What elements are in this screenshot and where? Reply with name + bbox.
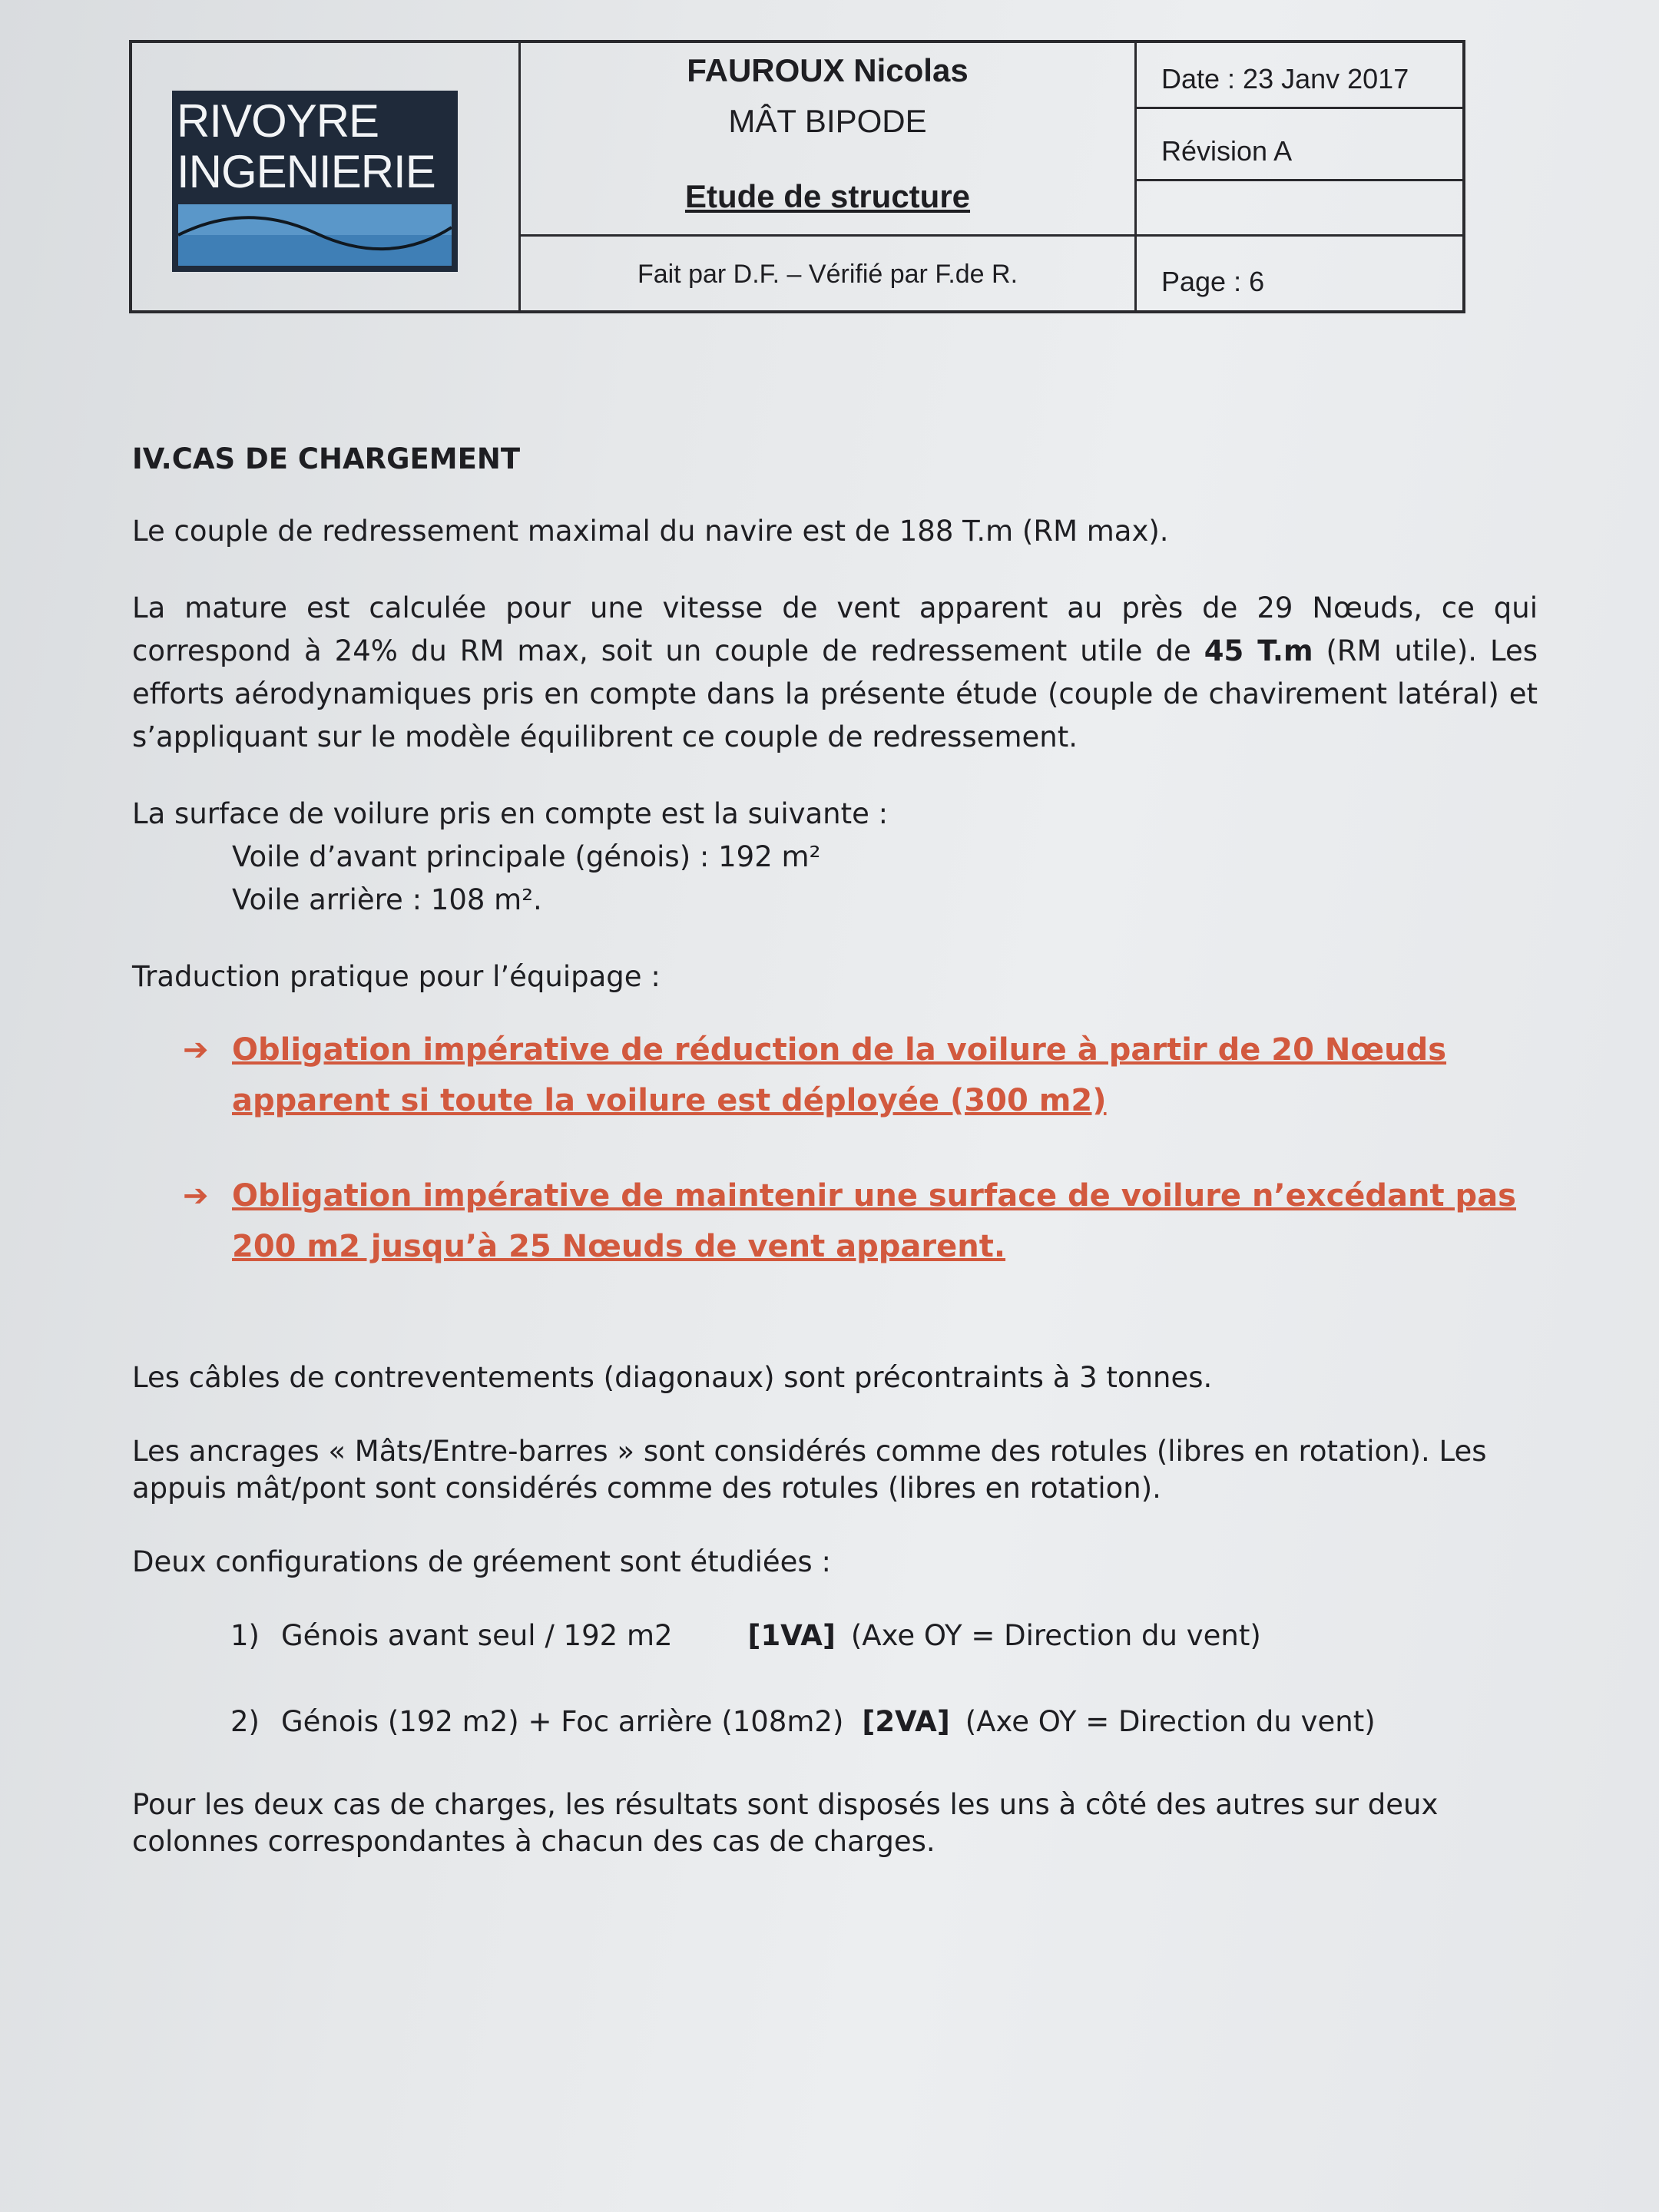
list-item bbox=[132, 1614, 1538, 1657]
study-title: Etude de structure bbox=[684, 178, 971, 214]
document-date: Date : 23 Janv 2017 bbox=[1137, 43, 1462, 109]
list-item bbox=[132, 1700, 1538, 1743]
project-name: MÂT BIPODE bbox=[728, 103, 927, 139]
config-label: Génois (192 m2) + Foc arrière (108m2) bbox=[281, 1705, 844, 1738]
config-ref: [1VA] bbox=[747, 1619, 836, 1652]
sail-area-rear: Voile arrière : 108 m². bbox=[232, 883, 542, 916]
page-number: Page : 6 bbox=[1161, 266, 1265, 297]
config-ref: [2VA] bbox=[862, 1705, 950, 1738]
config-number: 2) bbox=[230, 1705, 260, 1738]
logo-line-2: INGENIERIE bbox=[177, 146, 435, 197]
wave-graphic-icon bbox=[178, 204, 452, 266]
section-title: IV.CAS DE CHARGEMENT bbox=[132, 442, 521, 475]
sail-area-genoa: Voile d’avant principale (génois) : 192 m² bbox=[232, 840, 821, 873]
company-logo bbox=[172, 91, 458, 272]
meta-empty-cell bbox=[1137, 181, 1462, 234]
config-axis: (Axe OY = Direction du vent) bbox=[850, 1619, 1261, 1652]
arrow-right-icon: ➔ bbox=[183, 1032, 209, 1068]
paragraph-mature-part-1: La mature est calculée pour une vitesse de vent apparent au près de 29 Nœuds, ce qui correspond à 24% du RM max, soit un couple de redressement utile de bbox=[132, 591, 1538, 667]
paragraph-mature-part-2: (RM utile). Les efforts aérodynamiques pris en compte dans la présente étude (couple de chavirement latéral) et s’appliquant sur le modèle équilibrent ce couple de redressement. bbox=[132, 634, 1538, 753]
author-name: FAUROUX Nicolas bbox=[687, 52, 969, 88]
document-body bbox=[132, 438, 1538, 1894]
paragraph-anchors: Les ancrages « Mâts/Entre-barres » sont considérés comme des rotules (libres en rotation). Les appuis mât/pont sont considérés comme des rotules (libres en rotation). bbox=[132, 1435, 1487, 1505]
paragraph-results: Pour les deux cas de charges, les résultats sont disposés les uns à côté des autres sur deux colonnes correspondantes à chacun des cas de charges. bbox=[132, 1788, 1439, 1858]
warning-item-1 bbox=[132, 1025, 1538, 1126]
logo-cell bbox=[132, 43, 521, 310]
paragraph-rm-max: Le couple de redressement maximal du navire est de 188 T.m (RM max). bbox=[132, 515, 1169, 548]
arrow-right-icon: ➔ bbox=[183, 1178, 209, 1214]
paragraph-crew: Traduction pratique pour l’équipage : bbox=[132, 960, 661, 993]
config-number: 1) bbox=[230, 1619, 260, 1652]
config-label: Génois avant seul / 192 m2 bbox=[281, 1619, 673, 1652]
author-check-cell: Fait par D.F. – Vérifié par F.de R. bbox=[521, 237, 1137, 310]
rm-utile-value: 45 T.m bbox=[1204, 634, 1313, 667]
paragraph-cables: Les câbles de contreventements (diagonaux) sont précontraints à 3 tonnes. bbox=[132, 1361, 1213, 1394]
document-revision: Révision A bbox=[1137, 109, 1462, 181]
title-block bbox=[129, 40, 1465, 313]
warning-item-2 bbox=[132, 1171, 1538, 1272]
sail-area-intro: La surface de voilure pris en compte est la suivante : bbox=[132, 797, 889, 830]
paragraph-sail-area bbox=[132, 793, 1538, 922]
warning-text-1: Obligation impérative de réduction de la voilure à partir de 20 Nœuds apparent si toute la voilure est déployée (300 m2) bbox=[232, 1032, 1447, 1118]
logo-line-1: RIVOYRE bbox=[177, 95, 379, 147]
meta-cell bbox=[1137, 43, 1462, 237]
config-axis: (Axe OY = Direction du vent) bbox=[965, 1705, 1376, 1738]
paragraph-configs: Deux configurations de gréement sont étudiées : bbox=[132, 1545, 831, 1578]
warning-text-2: Obligation impérative de maintenir une surface de voilure n’excédant pas 200 m2 jusqu’à 25 Nœuds de vent apparent. bbox=[232, 1178, 1516, 1264]
title-cell bbox=[521, 43, 1137, 237]
paragraph-mature bbox=[132, 587, 1538, 759]
